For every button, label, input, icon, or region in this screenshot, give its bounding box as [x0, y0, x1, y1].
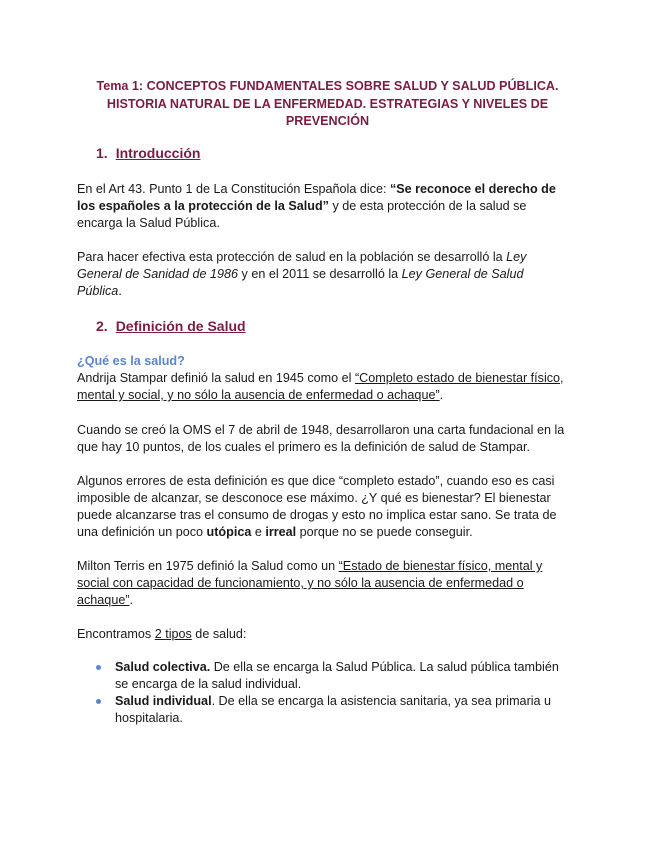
law-name: Pública [77, 284, 119, 298]
law-name: Ley General de Salud [401, 267, 524, 281]
intro-paragraph-2 [77, 249, 582, 300]
quote-bold: “Se reconoce el derecho de [389, 182, 556, 196]
text-run: e [251, 525, 266, 539]
definition-quote: “Completo estado de bienestar físico, [354, 371, 564, 385]
section-2-label: Definición de Salud [115, 318, 246, 334]
quote-bold: los españoles a la protección de la Salud” [77, 199, 329, 213]
title-line-2: HISTORIA NATURAL DE LA ENFERMEDAD. ESTRATEGIAS Y NIVELES DE [106, 96, 549, 111]
text-run: . [129, 593, 134, 607]
definition-paragraph-4 [77, 558, 582, 609]
definition-paragraph-5 [77, 626, 582, 643]
section-1-number: 1. [96, 145, 108, 161]
text-run: En el Art 43. Punto 1 de La Constitución Española dice: [77, 182, 390, 196]
section-1-label: Introducción [115, 145, 201, 161]
text-run: encarga la Salud Pública. [77, 216, 220, 230]
list-item-term: Salud individual [115, 694, 212, 708]
text-run: y en el 2011 se desarrolló la [238, 267, 402, 281]
law-name: General de Sanidad de 1986 [77, 267, 239, 281]
definition-paragraph-2 [77, 422, 582, 456]
text-run: Milton Terris en 1975 definió la Salud como un [77, 559, 339, 573]
list-item-text: De ella se encarga la Salud Pública. La salud pública también [210, 660, 559, 674]
definition-paragraph-3 [77, 473, 582, 541]
text-run: Para hacer efectiva esta protección de salud en la población se desarrolló la [77, 250, 507, 264]
section-2-heading [96, 318, 246, 335]
health-types-list [77, 659, 577, 727]
text-line: Algunos errores de esta definición es que dice “completo estado”, cuando eso es casi [77, 474, 555, 488]
bullet-dot-icon [96, 665, 101, 670]
title-line-3: PREVENCIÓN [285, 114, 370, 128]
definition-quote: social con capacidad de funcionamiento, y no sólo la ausencia de enfermedad o [77, 576, 524, 590]
text-line: imposible de alcanzar, se desconoce ese máximo. ¿Y qué es bienestar? El bienestar [77, 491, 551, 505]
text-line: puede alcanzarse tras el consumo de drogas y esto no implica estar sano. Se trata de [77, 508, 557, 522]
section-1-heading [96, 145, 200, 162]
title-line-1: Tema 1: CONCEPTOS FUNDAMENTALES SOBRE SALUD Y SALUD PÚBLICA. [96, 79, 559, 93]
list-item-text: hospitalaria. [115, 711, 183, 725]
bullet-dot-icon [96, 699, 101, 704]
law-name: Ley [506, 250, 527, 264]
subheading-question: ¿Qué es la salud? [77, 354, 185, 368]
text-run: de salud: [191, 627, 247, 641]
definition-quote: achaque” [77, 593, 130, 607]
text-line: que hay 10 puntos, de los cuales el primero es la definición de salud de Stampar. [77, 440, 530, 454]
list-item-term: Salud colectiva. [115, 660, 211, 674]
text-run: porque no se puede conseguir. [296, 525, 473, 539]
text-run: una definición un poco [77, 525, 207, 539]
text-run: Andrija Stampar definió la salud en 1945 como el [77, 371, 355, 385]
text-run: . [439, 388, 444, 402]
definition-quote: mental y social, y no sólo la ausencia de enfermedad o achaque” [77, 388, 440, 402]
bold-word: irreal [265, 525, 297, 539]
list-item [77, 693, 577, 727]
underlined-text: 2 tipos [154, 627, 192, 641]
list-item-text: se encarga de la salud individual. [115, 677, 302, 691]
list-item [77, 659, 577, 693]
section-2-number: 2. [96, 318, 108, 334]
text-line: Cuando se creó la OMS el 7 de abril de 1948, desarrollaron una carta fundacional en la [77, 423, 565, 437]
text-run: Encontramos [77, 627, 155, 641]
text-run: y de esta protección de la salud se [328, 199, 527, 213]
document-title [60, 78, 595, 131]
list-item-text: . De ella se encarga la asistencia sanitaria, ya sea primaria u [211, 694, 552, 708]
bold-word: utópica [206, 525, 252, 539]
text-run: . [118, 284, 122, 298]
intro-paragraph-1 [77, 181, 582, 232]
definition-paragraph-1 [77, 353, 582, 404]
definition-quote: “Estado de bienestar físico, mental y [338, 559, 543, 573]
